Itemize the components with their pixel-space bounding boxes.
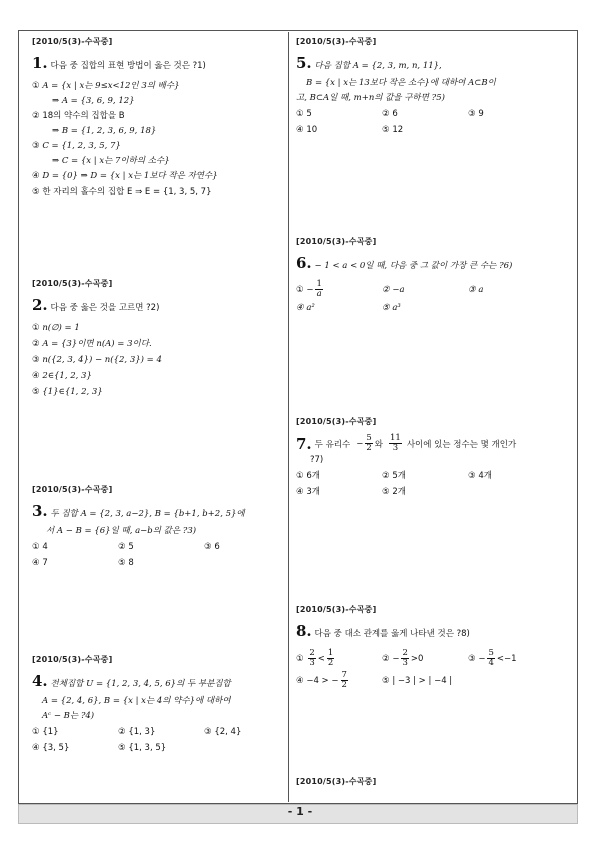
option: ① $\frac{2}{3}$ < $\frac{1}{2}$ [296,648,334,668]
option: ③ 6 [204,542,220,552]
question-text: 사이에 있는 정수는 몇 개인가 [406,439,517,450]
question-number: 6. [296,254,312,272]
option: ④ 7 [32,558,48,568]
question-5 [296,36,571,138]
option: ② − $\frac{2}{3}$ >0 [382,648,424,668]
question-tag: [2010/5(3)-수곡중] [32,37,113,46]
option-marker: ② [32,111,40,121]
question-6 [296,236,571,316]
option-marker: ② [32,339,40,349]
option: ① 5 [296,109,312,119]
option: ③ − $\frac{5}{4}$ <−1 [468,648,517,668]
question-1 [32,36,282,200]
question-text: 다음 중 대소 관계를 옳게 나타낸 것은 ?8) [314,629,470,639]
option: ① 4 [32,542,48,552]
option-text: C = {1, 2, 3, 5, 7} [42,141,121,151]
question-text: 두 집합 A = {2, 3, a−2}, B = {b+1, b+2, 5}에 [50,509,245,519]
option: ③ a [468,285,484,295]
question-tag: [2010/5(3)-수곡중] [32,279,113,288]
option: ④ {3, 5} [32,743,70,753]
option-marker: ④ [32,371,40,381]
fraction: $\frac{1}{a}$ [316,279,322,299]
question-number: 4. [32,672,48,690]
option-text: ⇒ C = {x | x는 7이하의 소수} [52,156,170,166]
option: ② {1, 3} [118,727,156,737]
question-number: 8. [296,622,312,640]
option-text: {1}∈{1, 2, 3} [42,387,103,397]
option-text: A = {3}이면 n(A) = 3이다. [42,339,152,349]
option: ② 5개 [382,471,406,481]
question-tag: [2010/5(3)-수곡중] [32,655,113,664]
option: ① − $\frac{1}{a}$ [296,279,322,299]
question-text: − 1 < a < 0일 때, 다음 중 그 값이 가장 큰 수는 ?6) [314,261,513,271]
column-divider [288,32,289,802]
option: ⑤ 8 [118,558,134,568]
option: ④ a² [296,303,315,313]
option-text: 18의 약수의 집합을 B [42,111,125,121]
question-8 [296,604,571,692]
question-9-header [296,776,571,787]
option: ① 6개 [296,471,320,481]
question-text: 와 [374,439,383,450]
option-marker: ① [32,81,40,91]
question-text: 다음 중 옳은 것을 고르면 ?2) [50,303,160,313]
question-4 [32,654,282,756]
option: ④ −4 > − $\frac{7}{2}$ [296,670,347,690]
question-number: 5. [296,54,312,72]
option: ③ 4개 [468,471,492,481]
question-number: 3. [32,502,48,520]
option-marker: ③ [32,141,40,151]
question-text: 다음 집합 A = {2, 3, m, n, 11}, [314,61,442,71]
question-tag: [2010/5(3)-수곡중] [296,37,377,46]
option: ③ {2, 4} [204,727,242,737]
question-2 [32,278,282,400]
option-text: ⇒ B = {1, 2, 3, 6, 9, 18} [52,126,157,136]
option-marker: ⑤ [32,187,40,197]
option-text: 2∈{1, 2, 3} [42,371,92,381]
option-marker: ④ [32,171,40,181]
question-number: 2. [32,296,48,314]
option-text: n(∅) = 1 [42,323,80,333]
option: ④ 10 [296,125,318,135]
question-3 [32,484,282,571]
page-number: - 1 - [287,805,313,818]
fraction: $\frac{11}{3}$ [389,433,401,453]
option-text: D = {0} ⇒ D = {x | x는 1보다 작은 자연수} [42,171,218,181]
option: ⑤ | −3 | > | −4 | [382,676,453,686]
fraction: $\frac{5}{2}$ [366,433,372,453]
option-text: A = {x | x는 9≤x<12인 3의 배수} [42,81,180,91]
option-marker: ① [32,323,40,333]
question-text: 고, B⊂A일 때, m+n의 값을 구하면 ?5) [296,93,445,103]
question-text: 서 A − B = {6}일 때, a−b의 값은 ?3) [46,526,197,536]
option: ② −a [382,285,405,295]
option: ⑤ a³ [382,303,401,313]
option: ⑤ 12 [382,125,404,135]
option: ③ 9 [468,109,484,119]
question-tag: [2010/5(3)-수곡중] [296,237,377,246]
question-tag: [2010/5(3)-수곡중] [296,605,377,614]
question-text: A = {2, 4, 6}, B = {x | x는 4의 약수}에 대하여 [42,696,231,706]
question-text: 다음 중 집합의 표현 방법이 옳은 것은 ?1) [50,61,206,71]
question-tag: [2010/5(3)-수곡중] [296,777,377,786]
question-text: Aᶜ − B는 ?4) [42,711,95,721]
option: ② 5 [118,542,134,552]
question-text: 두 유리수 [314,439,351,450]
question-text: B = {x | x는 13보다 작은 소수}에 대하여 A⊂B이 [306,78,496,88]
option-marker: ③ [32,355,40,365]
option-marker: ⑤ [32,387,40,397]
option: ② 6 [382,109,398,119]
question-text: ?7) [310,455,324,465]
question-number: 7. [296,434,312,453]
option: ⑤ 2개 [382,487,406,497]
option-text: n({2, 3, 4}) − n({2, 3}) = 4 [42,355,162,365]
option: ① {1} [32,727,59,737]
question-text: 전체집합 U = {1, 2, 3, 4, 5, 6}의 두 부분집합 [50,679,231,689]
question-tag: [2010/5(3)-수곡중] [32,485,113,494]
question-tag: [2010/5(3)-수곡중] [296,417,377,426]
option-text: 한 자리의 홀수의 집합 E ⇒ E = {1, 3, 5, 7} [42,187,212,197]
question-number: 1. [32,54,48,72]
option: ⑤ {1, 3, 5} [118,743,167,753]
option: ④ 3개 [296,487,320,497]
option-text: ⇒ A = {3, 6, 9, 12} [52,96,135,106]
question-7: [2010/5(3)-수곡중] 7. 두 유리수 − $\frac{5}{2}$ 와 $\frac{11}{3}$ 사이에 있는 정수는 몇 개인가 ?7) ① 6개 ② 5개 ③ 4개 ④ 3개 ⑤ 2개 [296,416,571,500]
